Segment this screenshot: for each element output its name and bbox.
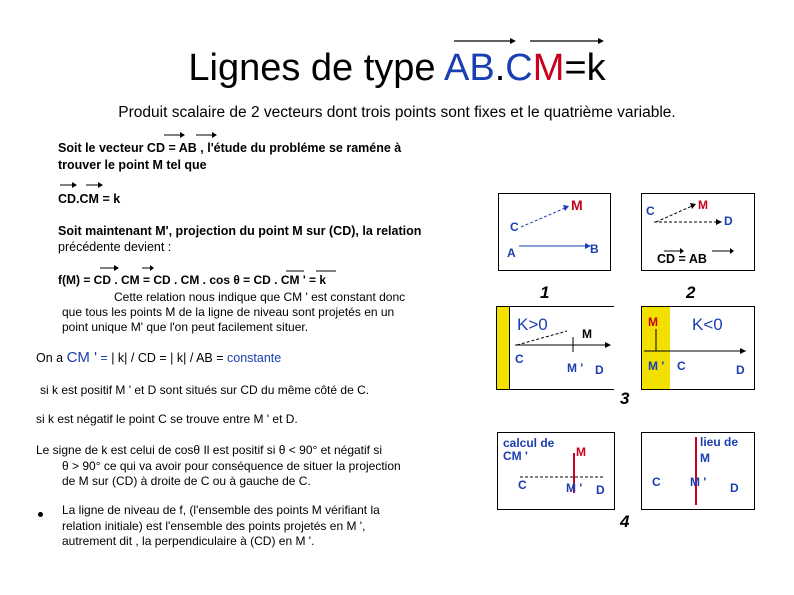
panel-2-equality: CD = AB xyxy=(657,252,707,266)
panel-4-label-mprime: M ' xyxy=(648,359,665,373)
relation-line-2: que tous les points M de la ligne de niveau sont projetés en un xyxy=(62,305,395,319)
panel-4-label-m: M xyxy=(648,315,658,329)
panel-2-label-m: M xyxy=(698,198,708,212)
projection-line-1: Soit maintenant M', projection du point M sur (CD), la relation xyxy=(58,224,422,238)
slide-subtitle: Produit scalaire de 2 vecteurs dont trois points sont fixes et le quatrième variable. xyxy=(118,104,676,121)
panel-5-label-m: M xyxy=(576,445,586,459)
panel-number-2: 2 xyxy=(686,283,696,302)
panel-6-label-mprime: M ' xyxy=(690,475,707,489)
panel-5-label-d: D xyxy=(596,483,605,497)
panel-3-label-mprime: M ' xyxy=(567,361,584,375)
level-line-text-1: La ligne de niveau de f, (l'ensemble des points M vérifiant la xyxy=(62,503,380,517)
panel-5-calc-label-2: CM ' xyxy=(503,449,528,463)
diagram-panel-1 xyxy=(498,193,611,271)
panel-number-1: 1 xyxy=(540,283,550,302)
diagram-panel-3 xyxy=(496,306,614,390)
level-line-text-3: autrement dit , la perpendiculaire à (CD) en M '. xyxy=(62,534,315,548)
positive-k-rule: si k est positif M ' et D sont situés sur CD du même côté de C. xyxy=(40,383,370,397)
on-a-prefix: On a xyxy=(36,351,67,365)
diagram-panel-5 xyxy=(497,432,615,510)
sign-rule-line-1: Le signe de k est celui de cosθ Il est positif si θ < 90° et négatif si xyxy=(36,443,382,457)
panel-3-label-d: D xyxy=(595,363,604,377)
cm-prime-text: CM ' xyxy=(66,349,97,366)
panel-6-label-d: D xyxy=(730,481,739,495)
vector-arrows-cd-ab xyxy=(160,129,220,141)
title-vector-ab: AB xyxy=(444,47,495,89)
panel-6-lieu-label-1: lieu de xyxy=(700,435,739,449)
constant-expression: | k| / CD = | k| / AB = xyxy=(111,351,227,365)
vector-arrows-cd-cm xyxy=(58,179,118,191)
panel-5-label-mprime: M ' xyxy=(566,481,583,495)
sign-rule-line-2: θ > 90° ce qui va avoir pour conséquence de situer la projection xyxy=(62,459,401,473)
diagram-panel-6 xyxy=(641,432,755,510)
title-vector-c: C xyxy=(505,47,533,89)
panel-number-3: 3 xyxy=(620,389,630,408)
panel-4-label-c: C xyxy=(677,359,686,373)
panel-1-label-m: M xyxy=(571,197,583,213)
scalar-product-formula: f(M) = CD . CM = CD . CM . cos θ = CD . CM ' = k xyxy=(58,273,327,287)
panel-number-4: 4 xyxy=(620,512,630,531)
equals-sign: = xyxy=(96,351,112,365)
intro-line-1: Soit le vecteur CD = AB , l'étude du probléme se raméne à xyxy=(58,141,402,155)
level-line-text-2: relation initiale) est l'ensemble des points projetés en M ', xyxy=(62,519,366,533)
panel-1-label-c: C xyxy=(510,220,519,234)
bullet-dot xyxy=(38,512,43,517)
panel-3-label-c: C xyxy=(515,352,524,366)
panel-3-k-positive: K>0 xyxy=(517,315,548,334)
diagram-panel-2 xyxy=(641,193,755,271)
constant-relation xyxy=(36,349,281,366)
panel-5-calc-label-1: calcul de xyxy=(503,436,555,450)
panel-2-label-d: D xyxy=(724,214,733,228)
panel-6-label-c: C xyxy=(652,475,661,489)
slide-title xyxy=(0,46,794,90)
relation-line-1: Cette relation nous indique que CM ' est constant donc xyxy=(114,290,406,304)
projection-line-2: précédente devient : xyxy=(58,240,172,254)
constante-word: constante xyxy=(227,351,282,365)
sign-rule-line-3: de M sur (CD) à droite de C ou à gauche de C. xyxy=(62,474,311,488)
title-prefix: Lignes de type xyxy=(188,47,445,89)
intro-equation: CD.CM = k xyxy=(58,192,121,206)
panel-5-label-c: C xyxy=(518,478,527,492)
panel-4-k-negative: K<0 xyxy=(692,315,723,334)
relation-line-3: point unique M' que l'on peut facilement situer. xyxy=(62,320,309,334)
panel-1-label-b: B xyxy=(590,242,599,256)
title-suffix: =k xyxy=(564,47,606,89)
panel-4-label-d: D xyxy=(736,363,745,377)
title-vector-m: M xyxy=(532,47,565,89)
panel-1-label-a: A xyxy=(507,246,516,260)
intro-line-2: trouver le point M tel que xyxy=(58,158,207,172)
panel-6-lieu-label-2: M xyxy=(700,451,710,465)
negative-k-rule: si k est négatif le point C se trouve entre M ' et D. xyxy=(36,412,298,426)
panel-2-label-c: C xyxy=(646,204,655,218)
diagram-panel-4 xyxy=(641,306,755,390)
panel-3-label-m: M xyxy=(582,327,592,341)
title-vector-arrows xyxy=(450,34,610,48)
title-dot: . xyxy=(494,47,506,89)
